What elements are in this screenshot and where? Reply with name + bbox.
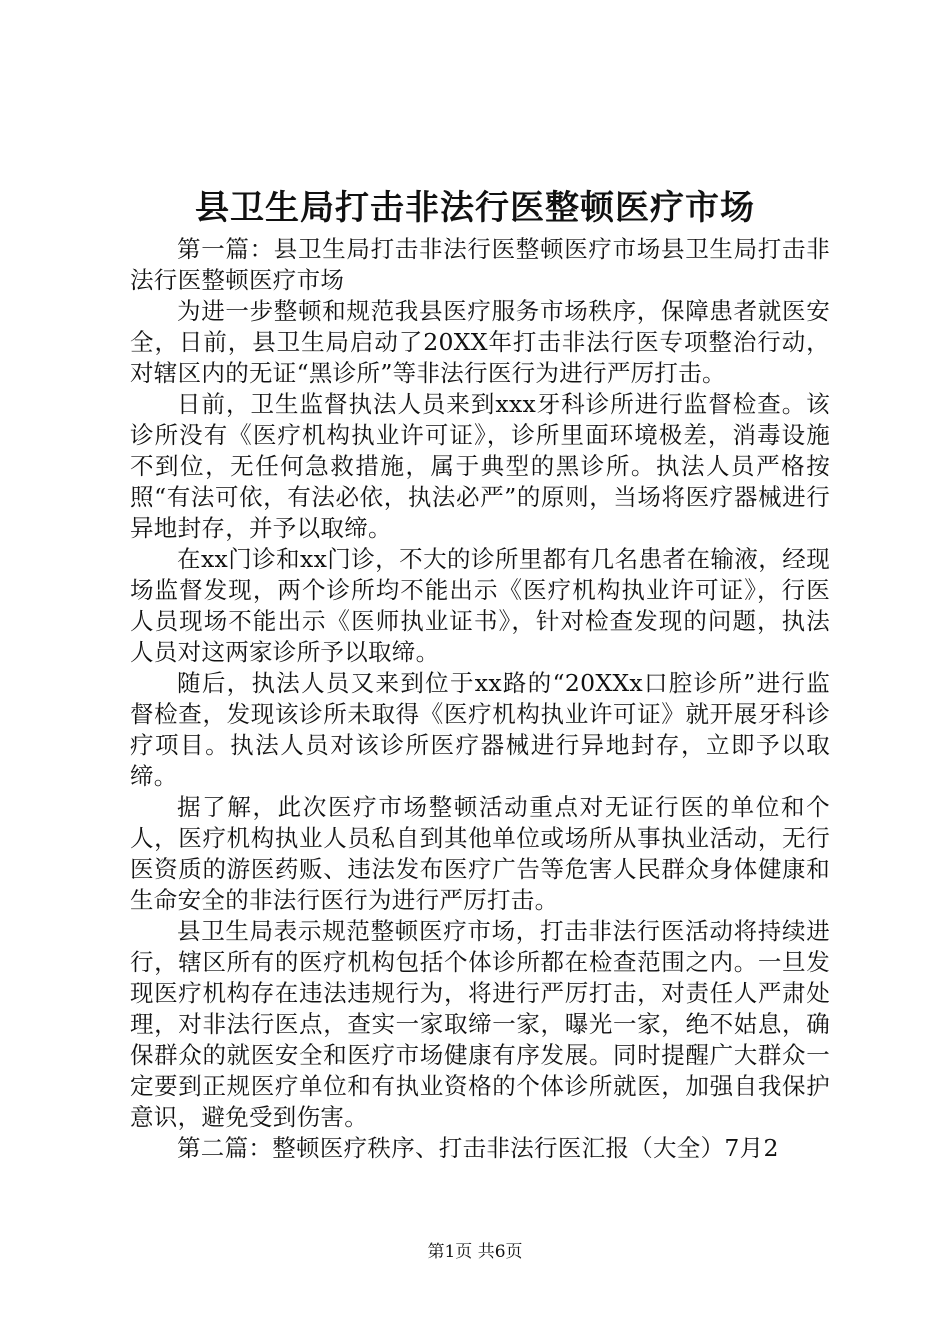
paragraph-8: 第二篇：整顿医疗秩序、打击非法行医汇报（大全）7月2 — [177, 1134, 779, 1162]
paragraph-1: 第一篇：县卫生局打击非法行医整顿医疗市场县卫生局打击非法行医整顿医疗市场 — [130, 235, 830, 294]
document-title: 县卫生局打击非法行医整顿医疗市场 — [195, 188, 755, 228]
document-body — [130, 234, 830, 1164]
paragraph-6: 据了解，此次医疗市场整顿活动重点对无证行医的单位和个人，医疗机构执业人员私自到其他单位或场所从事执业活动，无行医资质的游医药贩、违法发布医疗广告等危害人民群众身体健康和生命安全的非法行医行为进行严厉打击。 — [130, 793, 830, 914]
paragraph-7: 县卫生局表示规范整顿医疗市场，打击非法行医活动将持续进行，辖区所有的医疗机构包括个体诊所都在检查范围之内。一旦发现医疗机构存在违法违规行为，将进行严厉打击，对责任人严肃处理，对非法行医点，查实一家取缔一家，曝光一家，绝不姑息，确保群众的就医安全和医疗市场健康有序发展。同时提醒广大群众一定要到正规医疗单位和有执业资格的个体诊所就医，加强自我保护意识，避免受到伤害。 — [130, 917, 830, 1131]
paragraph-5: 随后，执法人员又来到位于xx路的“20XXx口腔诊所”进行监督检查，发现该诊所未取得《医疗机构执业许可证》就开展牙科诊疗项目。执法人员对该诊所医疗器械进行异地封存，立即予以取缔。 — [130, 669, 830, 790]
paragraph-4: 在xx门诊和xx门诊，不大的诊所里都有几名患者在输液，经现场监督发现，两个诊所均不能出示《医疗机构执业许可证》，行医人员现场不能出示《医师执业证书》，针对检查发现的问题，执法人员对这两家诊所予以取缔。 — [130, 545, 830, 666]
paragraph-2: 为进一步整顿和规范我县医疗服务市场秩序，保障患者就医安全，日前，县卫生局启动了20XX年打击非法行医专项整治行动，对辖区内的无证“黑诊所”等非法行医行为进行严厉打击。 — [130, 297, 830, 387]
page-number-footer: 第1页 共6页 — [427, 1242, 523, 1262]
paragraph-3: 日前，卫生监督执法人员来到xxx牙科诊所进行监督检查。该诊所没有《医疗机构执业许可证》，诊所里面环境极差，消毒设施不到位，无任何急救措施，属于典型的黑诊所。执法人员严格按照“有法可依，有法必依，执法必严”的原则，当场将医疗器械进行异地封存，并予以取缔。 — [130, 390, 830, 542]
